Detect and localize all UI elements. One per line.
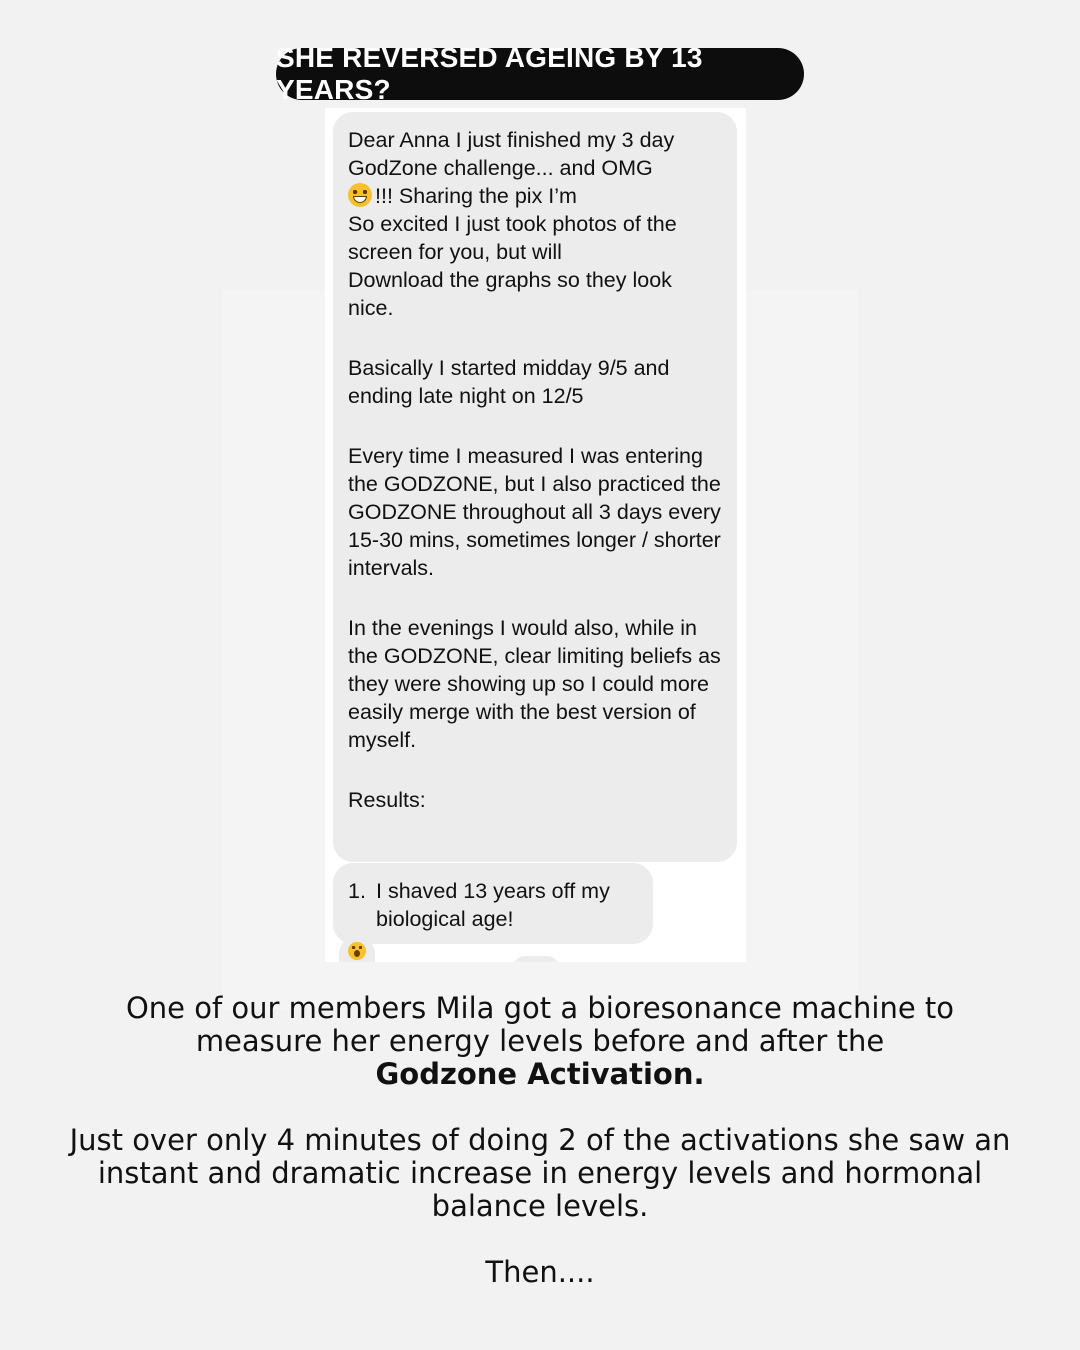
results-label: Results: xyxy=(348,788,426,812)
caption-line-1: One of our members Mila got a bioresonance machine to measure her energy levels before and after the xyxy=(125,991,955,1058)
list-item-text: I shaved 13 years off my biological age! xyxy=(376,879,610,931)
message-screenshot xyxy=(325,108,746,962)
message-paragraph-2: Basically I started midday 9/5 and ending late night on 12/5 xyxy=(348,356,670,408)
message-bubble-result xyxy=(333,863,653,944)
message-paragraph-3: Every time I measured I was entering the GODZONE, but I also practiced the GODZONE throughout all 3 days every 15-30 mins, sometimes longer / shorter intervals. xyxy=(348,444,721,580)
star-struck-grin-icon xyxy=(348,183,372,207)
message-line-excited: So excited I just took photos of the screen for you, but will xyxy=(348,212,677,264)
caption-paragraph-2: Just over only 4 minutes of doing 2 of the activations she saw an instant and dramatic increase in energy levels and hormonal balance levels. xyxy=(69,1123,1011,1223)
next-bubble-edge xyxy=(513,956,559,962)
list-item-number: 1. xyxy=(348,879,366,903)
message-line-download: Download the graphs so they look nice. xyxy=(348,268,672,320)
caption-bold-phrase: Godzone Activation. xyxy=(375,1057,705,1091)
list-item xyxy=(348,877,638,933)
message-paragraph-1 xyxy=(348,126,722,322)
message-line-intro: Dear Anna I just finished my 3 day GodZone challenge... and OMG xyxy=(348,128,675,180)
headline-banner xyxy=(276,42,804,105)
astonished-face-icon xyxy=(348,942,366,960)
caption-paragraph-3: Then.... xyxy=(485,1255,595,1289)
message-paragraph-4: In the evenings I would also, while in the GODZONE, clear limiting beliefs as they were showing up so I could more easily merge with the best version of myself. xyxy=(348,616,721,752)
message-line-sharing: !!! Sharing the pix I’m xyxy=(375,184,577,208)
headline-text: SHE REVERSED AGEING BY 13 YEARS? xyxy=(276,42,703,105)
message-bubble xyxy=(333,112,737,862)
caption-paragraph-1 xyxy=(60,992,1020,1091)
caption-text xyxy=(60,992,1020,1289)
